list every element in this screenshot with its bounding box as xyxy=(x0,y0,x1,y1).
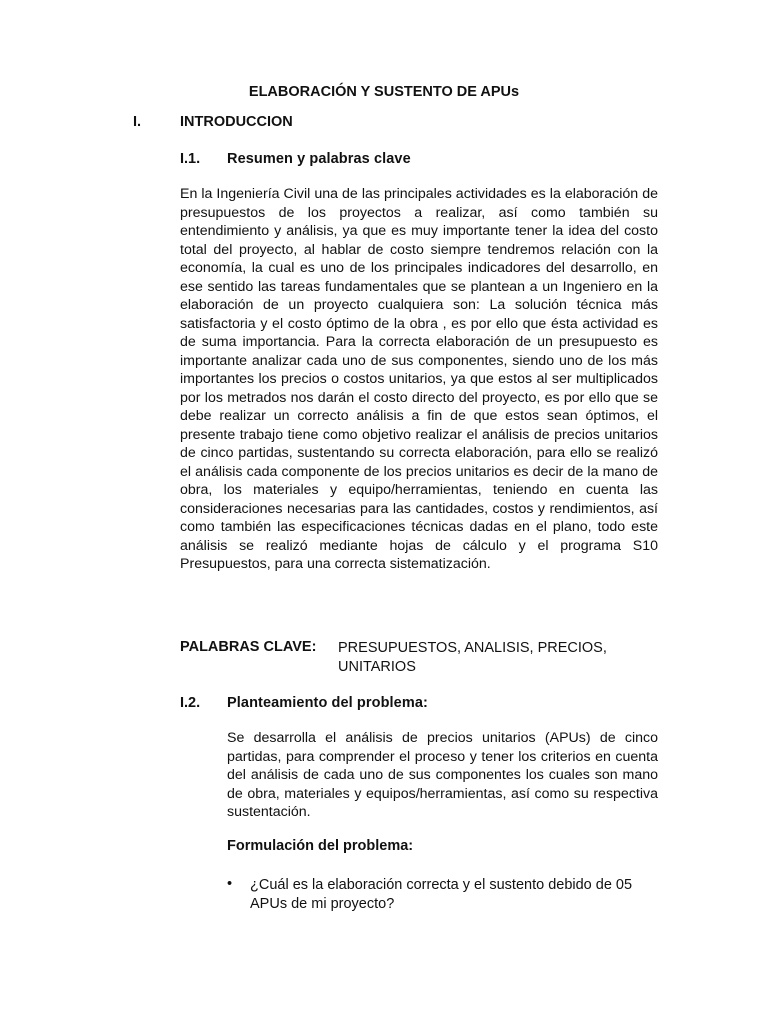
section-title: INTRODUCCION xyxy=(180,114,293,130)
section-number: I. xyxy=(133,114,142,130)
summary-paragraph: En la Ingeniería Civil una de las principales actividades es la elaboración de presupuestos de los proyectos a realizar, así como también su entendimiento y análisis, ya que es muy importante tener la idea del costo total del proyecto, al hablar de costo siempre tendremos relación con la economía, la cual es uno de los principales indicadores del desarrollo, en ese sentido las tareas fundamentales que se plantean a un Ingeniero en la elaboración de un proyecto cualquiera son: La solución técnica más satisfactoria y el costo óptimo de la obra , es por ello que ésta actividad es de suma importancia. Para la correcta elaboración de un presupuesto es importante analizar cada uno de sus componentes, siendo uno de los más importantes los precios o costos unitarios, ya que estos al ser multiplicados por los metrados nos darán el costo directo del proyecto, es por ello que se debe realizar un correcto análisis a fin de que estos sean óptimos, el presente trabajo tiene como objetivo realizar el análisis de precios unitarios de cinco partidas, sustentando su correcta elaboración, para ello se realizó el análisis cada componente de los precios unitarios es decir de la mano de obra, los materiales y equipo/herramientas, teniendo en cuenta las consideraciones necesarias para las cantidades, costos y rendimientos, así como también las especificaciones técnicas dadas en el plano, todo este análisis se realizó mediante hojas de cálculo y el programa S10 Presupuestos, para una correcta sistematización. xyxy=(180,186,658,572)
keywords-value: PRESUPUESTOS, ANALISIS, PRECIOS, UNITARIOS xyxy=(338,640,607,675)
subsection-2-number: I.2. xyxy=(180,695,201,711)
subsection-1-title: Resumen y palabras clave xyxy=(227,151,411,167)
problem-paragraph: Se desarrolla el análisis de precios unitarios (APUs) de cinco partidas, para comprender el proceso y tener los criterios en cuenta del análisis de cada uno de sus componentes los cuales son mano de obra, materiales y equipos/herramientas, así como su respectiva sustentación. xyxy=(227,730,658,820)
document-title: ELABORACIÓN Y SUSTENTO DE APUs xyxy=(248,84,520,100)
bullet-icon: • xyxy=(227,876,233,892)
subsection-1-number: I.1. xyxy=(180,151,201,167)
formulation-title: Formulación del problema: xyxy=(227,838,414,854)
formulation-bullet: ¿Cuál es la elaboración correcta y el sustento debido de 05 APUs de mi proyecto? xyxy=(250,877,633,912)
subsection-2-title: Planteamiento del problema: xyxy=(227,695,428,711)
keywords-label: PALABRAS CLAVE: xyxy=(180,639,317,655)
